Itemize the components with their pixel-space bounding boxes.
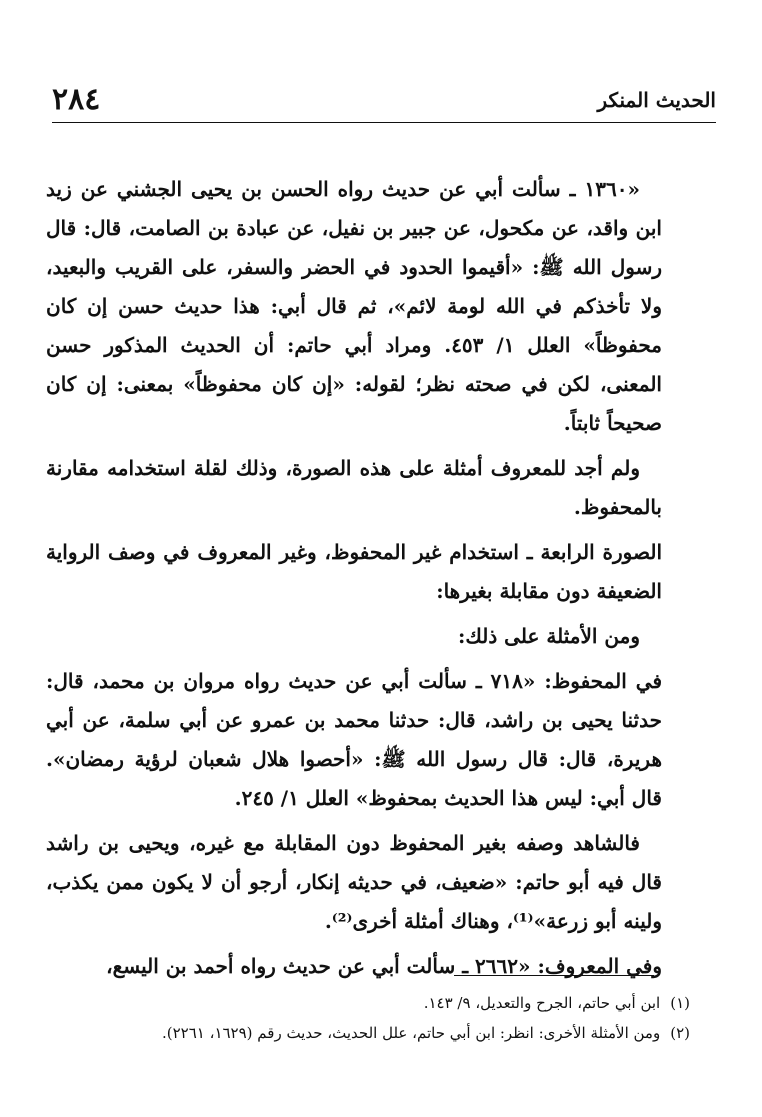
footnote-text: ومن الأمثلة الأخرى: انظر: ابن أبي حاتم، علل الحديث، حديث رقم (١٦٢٩، ٢٢٦١). [161, 1024, 661, 1042]
running-title: الحديث المنكر [597, 88, 716, 112]
paragraph-4: ومن الأمثلة على ذلك: [457, 624, 640, 648]
footnote-1 [70, 988, 690, 1018]
footnote-number: (٢) [670, 1024, 690, 1042]
paragraph-3: الصورة الرابعة ـ استخدام غير المحفوظ، وغير المعروف في وصف الرواية الضعيفة دون مقابلة بغيرها: [46, 540, 662, 603]
footnote-2 [70, 1018, 690, 1048]
running-header [52, 78, 716, 123]
paragraph-6: فالشاهد وصفه بغير المحفوظ دون المقابلة مع غيره، ويحيى بن راشد قال فيه أبو حاتم: «ضعيف، في حديثه إنكار، أرجو أن لا يكون ممن يكذب، ولينه أبو زرعة»⁽¹⁾، وهناك أمثلة أخرى⁽²⁾. [46, 831, 662, 933]
paragraph-2: ولم أجد للمعروف أمثلة على هذه الصورة، وذلك لقلة استخدامه مقارنة بالمحفوظ. [46, 456, 662, 519]
main-text [46, 170, 662, 992]
footnotes [70, 988, 690, 1048]
page-number: ٢٨٤ [52, 82, 101, 117]
paragraph-5: في المحفوظ: «٧١٨ ـ سألت أبي عن حديث رواه مروان بن محمد، قال: حدثنا يحيى بن راشد، قال: حدثنا محمد بن عمرو عن أبي سلمة، عن أبي هريرة، قال: قال رسول الله ﷺ: «أحصوا هلال شعبان لرؤية رمضان». قال أبي: ليس هذا الحديث بمحفوظ» العلل ١/ ٢٤٥. [46, 669, 663, 810]
paragraph-1: «١٣٦٠ ـ سألت أبي عن حديث رواه الحسن بن يحيى الجشني عن زيد ابن واقد، عن مكحول، عن جبير بن نفيل، عن عبادة بن الصامت، قال: قال رسول الله ﷺ: «أقيموا الحدود في الحضر والسفر، على القريب والبعيد، ولا تأخذكم في الله لومة لائم»، ثم قال أبي: هذا حديث حسن إن كان محفوظاً» العلل ١/ ٤٥٣. ومراد أبي حاتم: أن الحديث المذكور حسن المعنى، لكن في صحته نظر؛ لقوله: «إن كان محفوظاً» بمعنى: إن كان صحيحاً ثابتاً. [46, 177, 662, 435]
footnote-number: (١) [670, 994, 690, 1012]
footnote-text: ابن أبي حاتم، الجرح والتعديل، ٩/ ١٤٣. [423, 994, 661, 1012]
footnote-divider [454, 975, 654, 976]
paragraph-7: وفي المعروف: «٢٦٦٢ ـ سألت أبي عن حديث رواه أحمد بن اليسع، [106, 954, 662, 978]
